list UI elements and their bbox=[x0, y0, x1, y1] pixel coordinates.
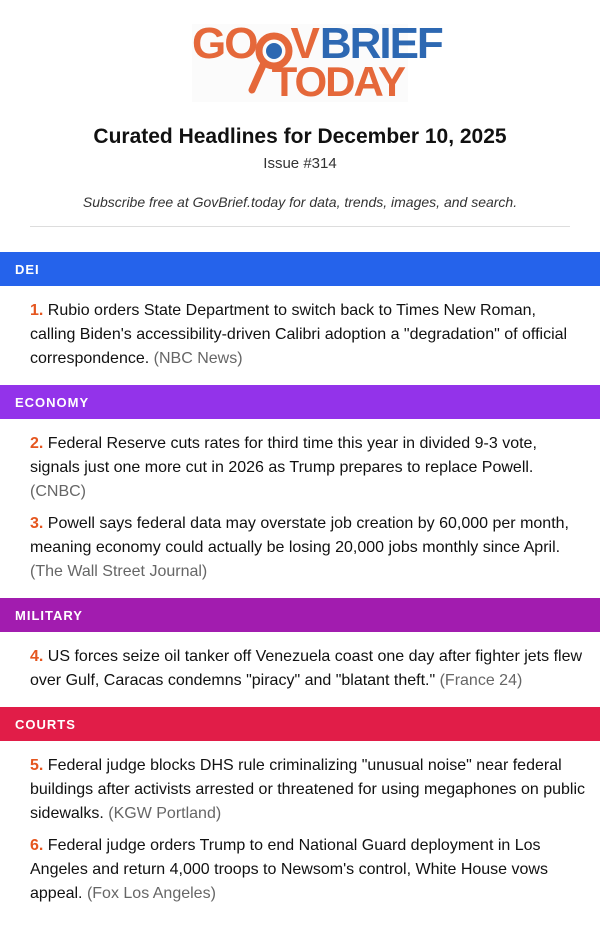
headline-item bbox=[30, 299, 585, 371]
section-courts bbox=[0, 707, 600, 920]
section-items bbox=[0, 741, 600, 920]
headline-link[interactable]: US forces seize oil tanker off Venezuela coast one day after fighter jets flew over Gulf, Caracas condemns "piracy" and "blatant theft." bbox=[30, 648, 583, 689]
section-header: DEI bbox=[0, 252, 600, 286]
headline-item bbox=[30, 512, 585, 584]
page-title: Curated Headlines for December 10, 2025 bbox=[93, 125, 507, 148]
headline-link[interactable]: Federal judge blocks DHS rule criminalizing "unusual noise" near federal buildings after activists arrested or threatened for using megaphones on public sidewalks. bbox=[30, 757, 585, 822]
header-divider bbox=[30, 226, 570, 227]
section-military bbox=[0, 598, 600, 707]
section-header: MILITARY bbox=[0, 598, 600, 632]
section-header: COURTS bbox=[0, 707, 600, 741]
logo-go: GO bbox=[192, 19, 257, 68]
headline-source: (Fox Los Angeles) bbox=[86, 885, 216, 902]
headline-source: (CNBC) bbox=[30, 483, 86, 500]
headline-item bbox=[30, 432, 585, 504]
logo-today: TODAY bbox=[271, 58, 404, 105]
newsletter-header bbox=[0, 0, 600, 227]
logo-brief: BRIEF bbox=[319, 19, 442, 68]
headline-item bbox=[30, 754, 585, 826]
section-economy bbox=[0, 385, 600, 598]
headline-number: 2. bbox=[30, 435, 44, 452]
section-items bbox=[0, 632, 600, 707]
headline-source: (KGW Portland) bbox=[108, 805, 222, 822]
section-items bbox=[0, 286, 600, 385]
section-items bbox=[0, 419, 600, 598]
headline-item bbox=[30, 834, 585, 906]
headline-sections bbox=[0, 252, 600, 920]
headline-number: 3. bbox=[30, 515, 44, 532]
headline-link[interactable]: Federal Reserve cuts rates for third time this year in divided 9-3 vote, signals just one more cut in 2026 as Trump prepares to replace Powell. bbox=[30, 435, 537, 476]
section-header: ECONOMY bbox=[0, 385, 600, 419]
headline-source: (NBC News) bbox=[153, 350, 243, 367]
subscribe-note[interactable]: Subscribe free at GovBrief.today for data, trends, images, and search. bbox=[82, 194, 518, 210]
logo-container bbox=[0, 0, 600, 104]
govbrief-logo[interactable] bbox=[192, 19, 442, 105]
headline-number: 1. bbox=[30, 302, 44, 319]
headline-link[interactable]: Powell says federal data may overstate job creation by 60,000 per month, meaning economy could actually be losing 20,000 jobs monthly since April. bbox=[30, 515, 569, 556]
headline-number: 6. bbox=[30, 837, 44, 854]
headline-link[interactable]: Federal judge orders Trump to end National Guard deployment in Los Angeles and return 4,000 troops to Newsom's control, White House vows appeal. bbox=[30, 837, 548, 902]
logo-v: V bbox=[290, 19, 318, 68]
headline-item bbox=[30, 645, 585, 693]
issue-number: Issue #314 bbox=[263, 155, 337, 172]
headline-link[interactable]: Rubio orders State Department to switch back to Times New Roman, calling Biden's accessibility-driven Calibri adoption a "degradation" of official correspondence. bbox=[30, 302, 568, 367]
headline-source: (France 24) bbox=[439, 672, 523, 689]
headline-number: 5. bbox=[30, 757, 44, 774]
headline-source: (The Wall Street Journal) bbox=[30, 563, 208, 580]
section-dei bbox=[0, 252, 600, 385]
headline-number: 4. bbox=[30, 648, 44, 665]
